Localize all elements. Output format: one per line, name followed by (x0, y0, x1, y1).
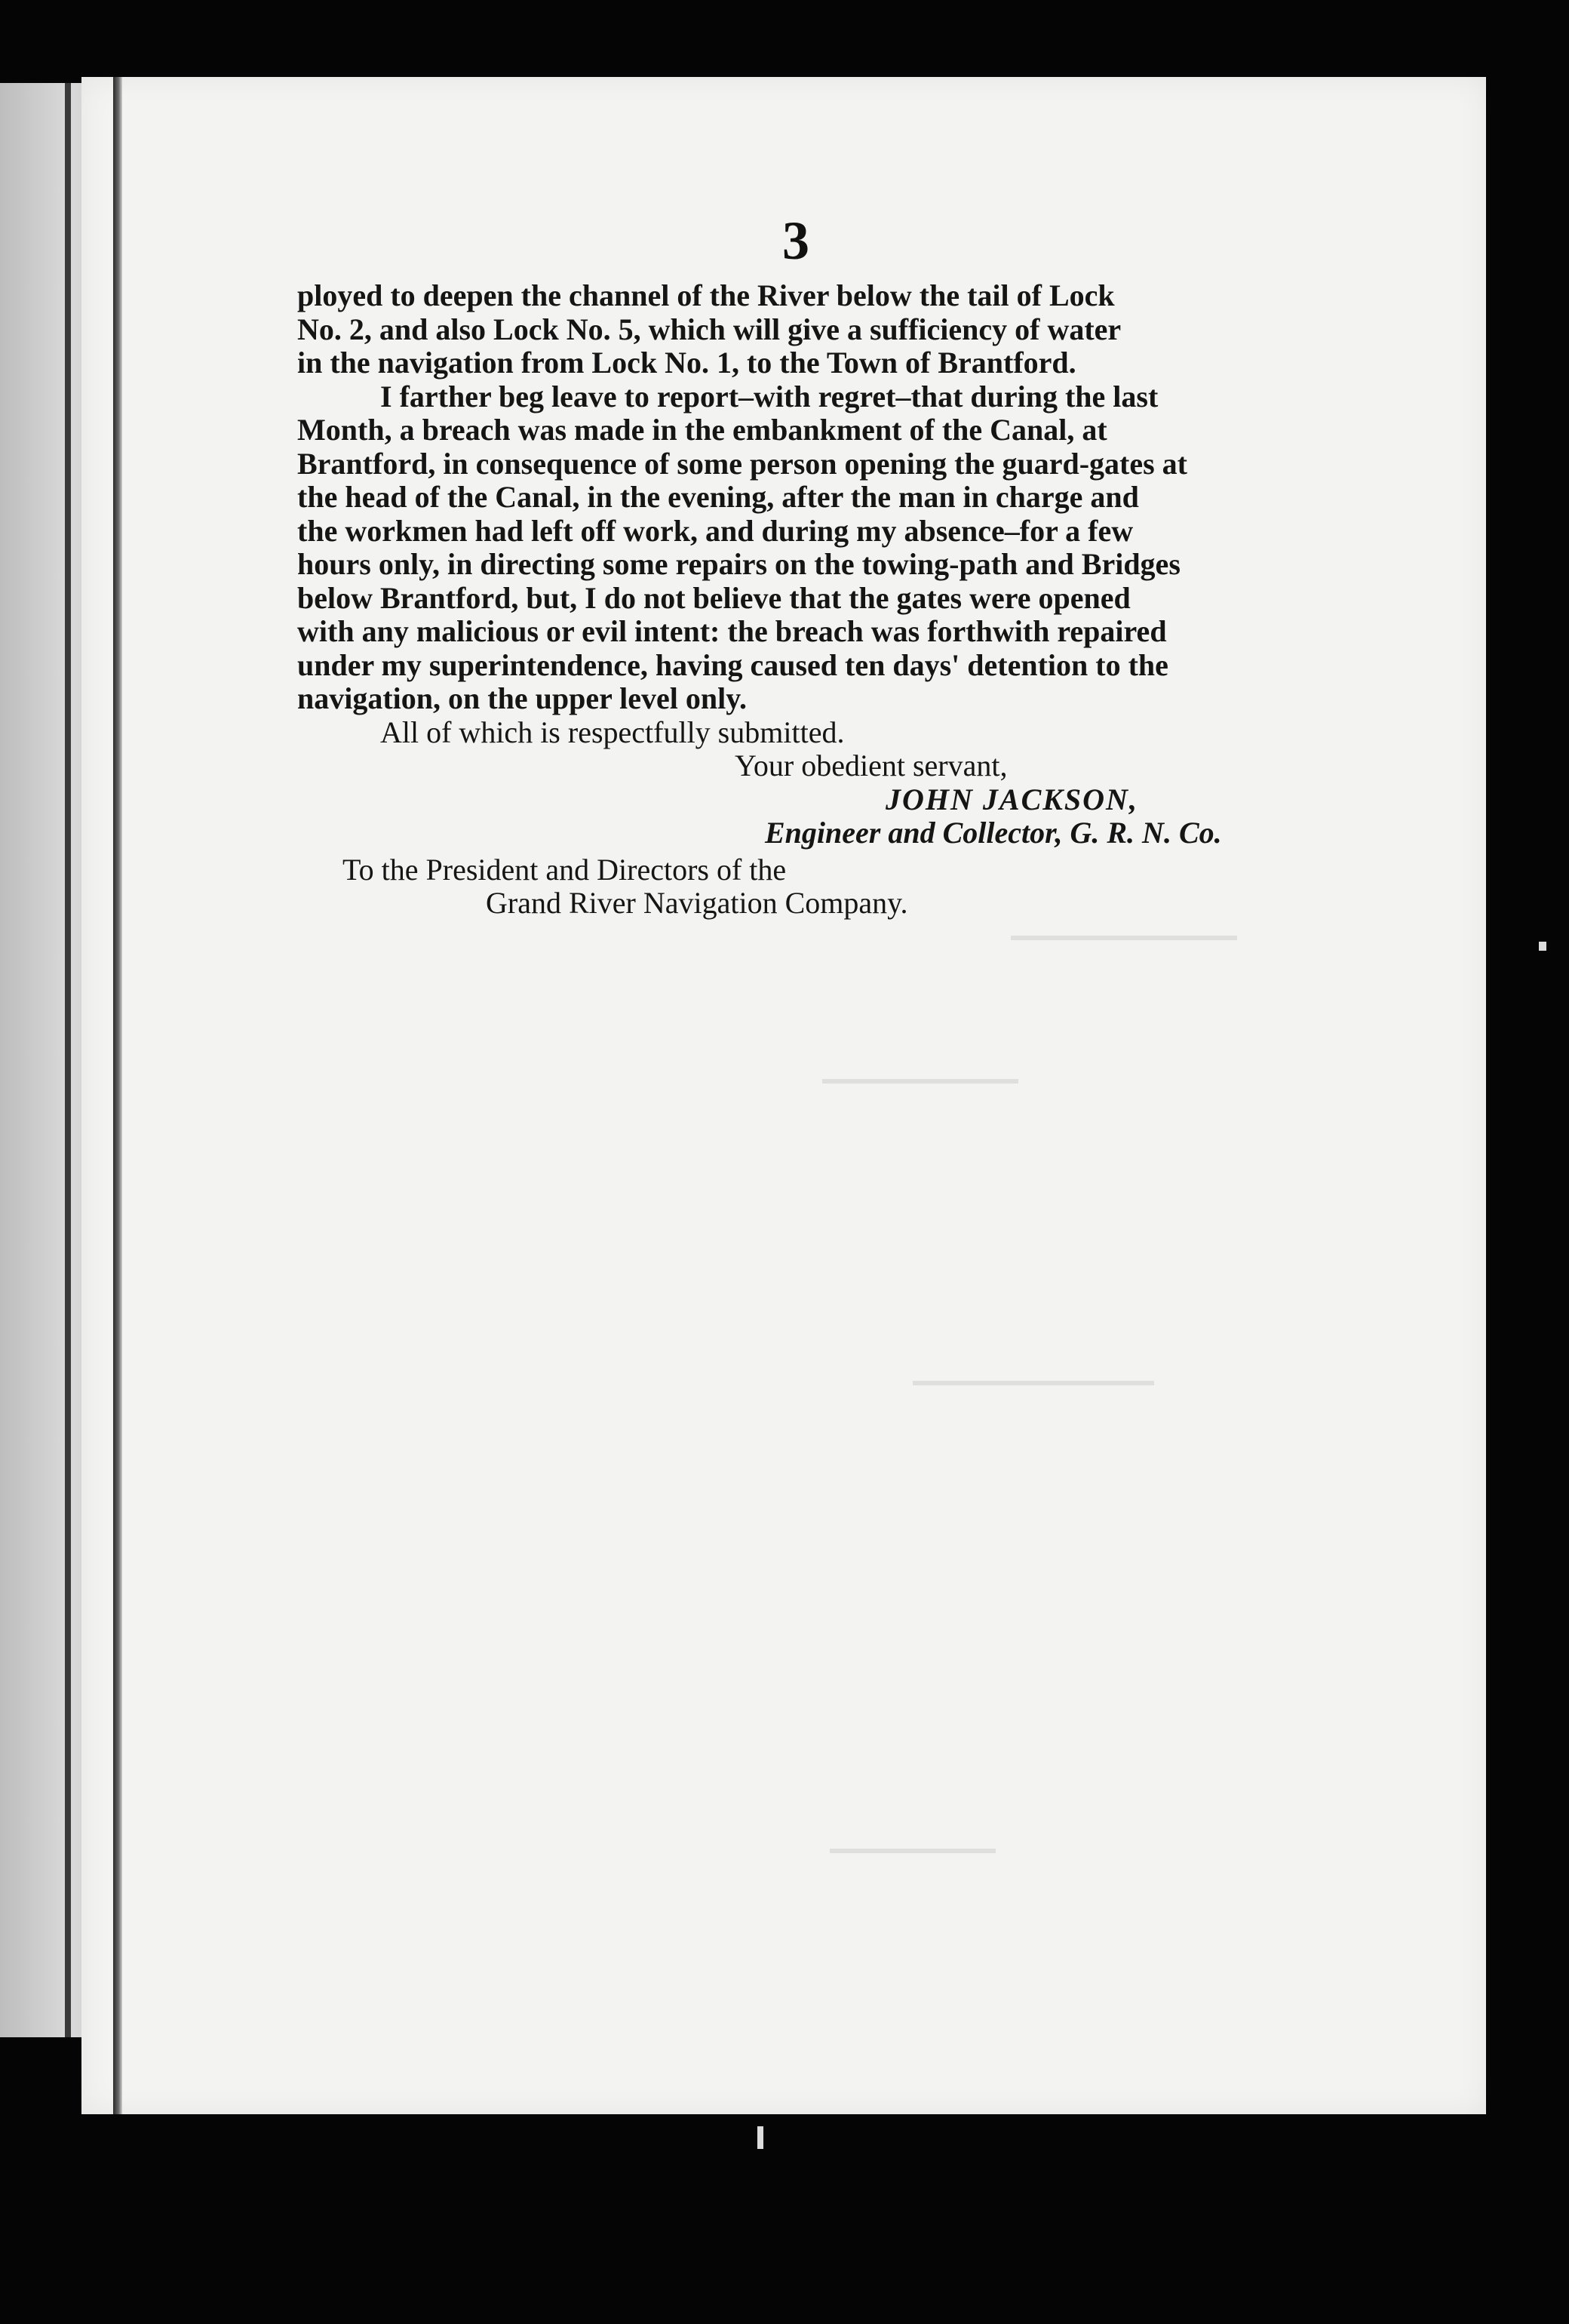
dust-speck (757, 2126, 763, 2149)
closing-line: All of which is respectfully submitted. (380, 715, 845, 749)
body-text (297, 279, 1302, 921)
opening-paragraph (297, 279, 1302, 380)
binding-gutter (113, 77, 122, 2114)
show-through-mark (822, 1079, 1018, 1084)
text-line: with any malicious or evil intent: the breach was forthwith repaired (297, 614, 1167, 648)
page-number: 3 (782, 211, 809, 271)
addressee-line: To the President and Directors of the (342, 852, 787, 887)
report-paragraph (297, 380, 1302, 716)
text-line: under my superintendence, having caused ten days' detention to the (297, 647, 1168, 682)
facing-page-shadow (65, 83, 71, 2037)
show-through-mark (913, 1381, 1154, 1385)
text-line: No. 2, and also Lock No. 5, which will give a sufficiency of water (297, 312, 1122, 346)
signer-name: JOHN JACKSON, (886, 782, 1138, 816)
text-line: ployed to deepen the channel of the River below the tail of Lock (297, 278, 1115, 312)
addressee-line: Grand River Navigation Company. (486, 886, 908, 920)
dust-speck (1539, 942, 1546, 951)
text-line: navigation, on the upper level only. (297, 681, 748, 715)
text-line: the head of the Canal, in the evening, after the man in charge and (297, 480, 1139, 514)
show-through-mark (1011, 936, 1237, 940)
show-through-mark (830, 1849, 996, 1853)
text-line: hours only, in directing some repairs on the towing-path and Bridges (297, 547, 1181, 581)
text-line: in the navigation from Lock No. 1, to the Town of Brantford. (297, 346, 1076, 380)
text-line: Month, a breach was made in the embankment of the Canal, at (297, 413, 1107, 447)
text-line: the workmen had left off work, and during my absence–for a few (297, 513, 1134, 548)
text-line: below Brantford, but, I do not believe that the gates were opened (297, 580, 1131, 615)
salutation: Your obedient servant, (735, 749, 1008, 782)
text-line: I farther beg leave to report–with regret–that during the last (380, 379, 1159, 413)
text-line: Brantford, in consequence of some person opening the guard-gates at (297, 446, 1187, 481)
signer-title: Engineer and Collector, G. R. N. Co. (765, 816, 1222, 850)
